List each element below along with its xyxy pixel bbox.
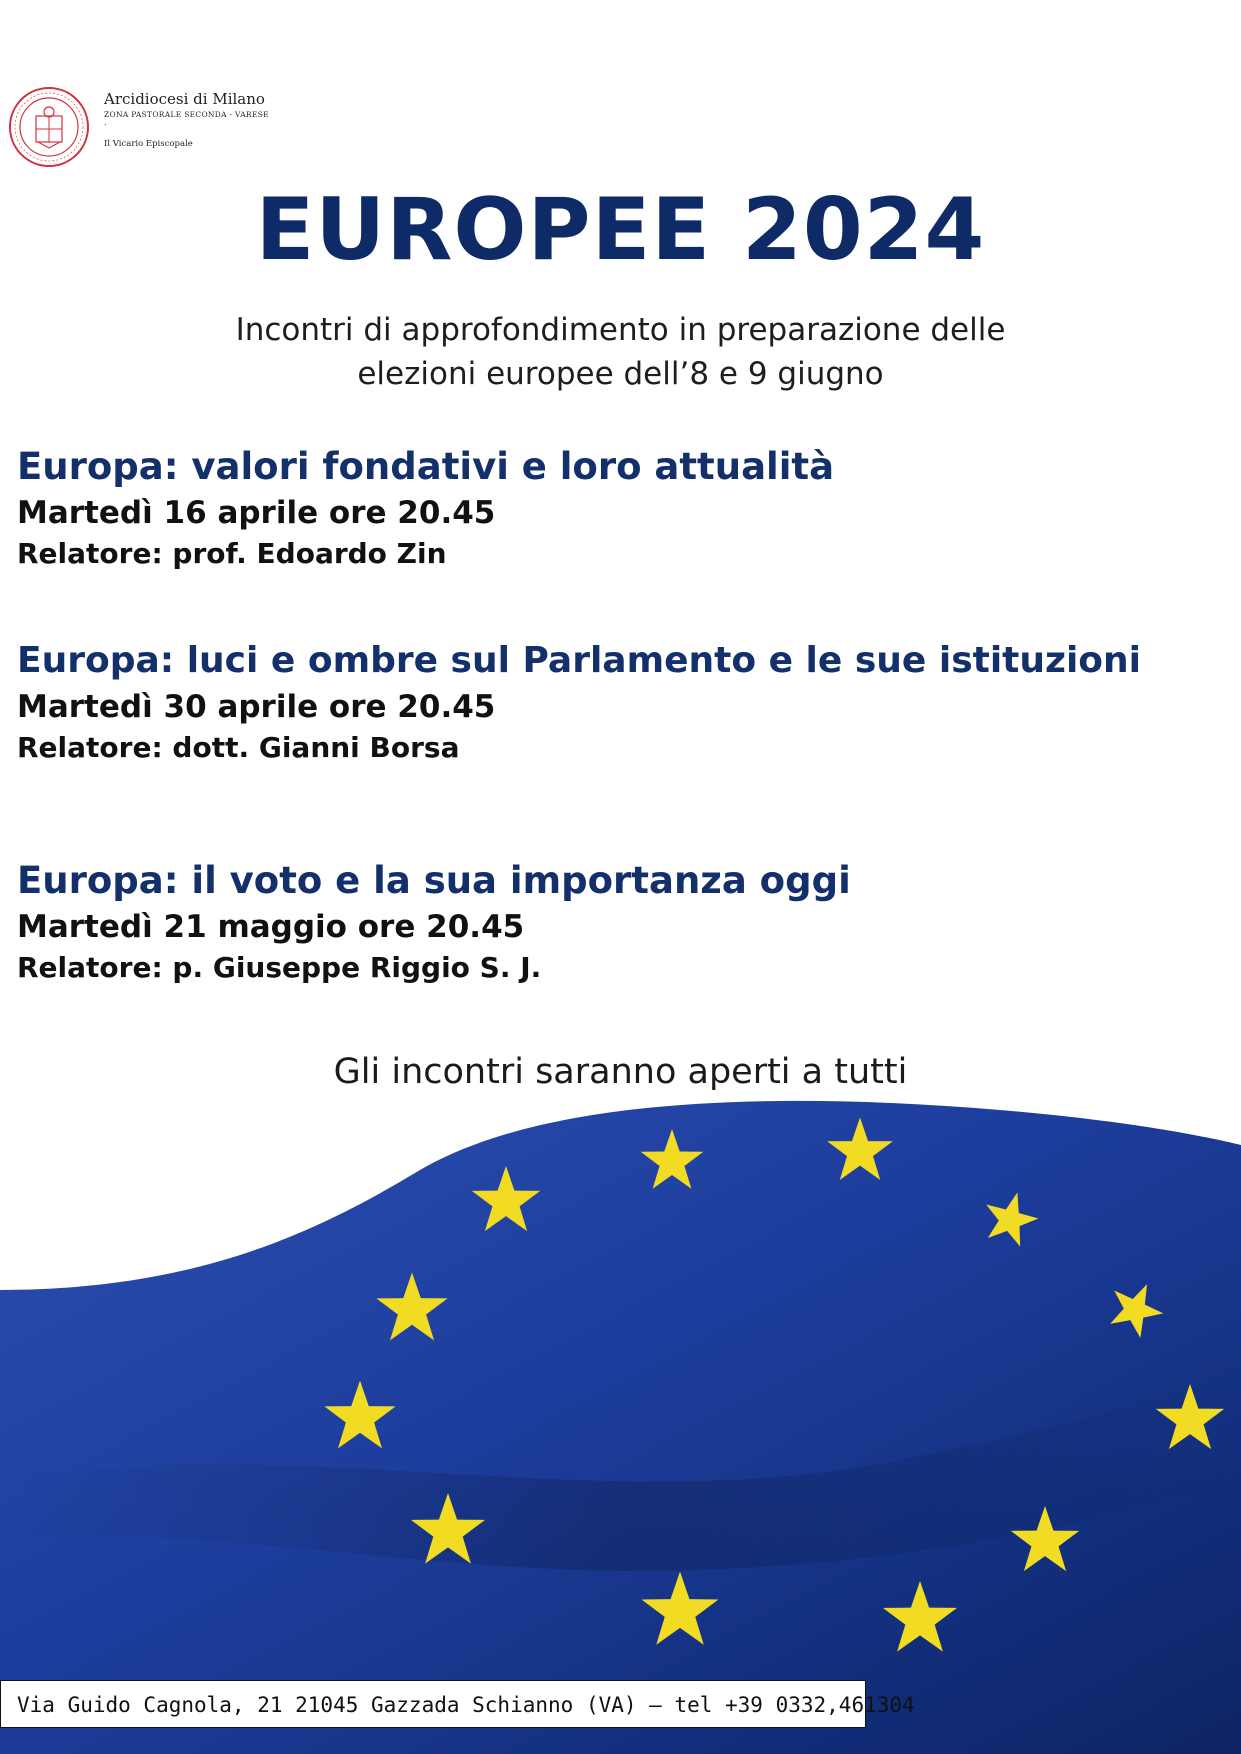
organization-name: Arcidiocesi di Milano: [104, 90, 265, 108]
event-speaker: Relatore: dott. Gianni Borsa: [17, 731, 460, 764]
subtitle-line-2: elezioni europee dell’8 e 9 giugno: [357, 356, 884, 392]
archdiocese-seal-icon: [8, 86, 90, 168]
eu-flag-image: [0, 1100, 1241, 1754]
event-3: [17, 858, 851, 988]
event-title: Europa: valori fondativi e loro attualità: [17, 445, 835, 488]
organization-block: [104, 90, 269, 149]
page-title: EUROPEE 2024: [255, 180, 986, 280]
event-date: Martedì 16 aprile ore 20.45: [17, 495, 496, 531]
subtitle: [0, 308, 1241, 396]
header: [8, 86, 308, 176]
event-date: Martedì 21 maggio ore 20.45: [17, 909, 525, 945]
event-1: [17, 444, 834, 574]
event-title: Europa: luci e ombre sul Parlamento e le sue istituzioni: [17, 640, 1141, 681]
open-to-all-note: Gli incontri saranno aperti a tutti: [333, 1052, 908, 1092]
event-speaker: Relatore: prof. Edoardo Zin: [17, 537, 447, 570]
event-speaker: Relatore: p. Giuseppe Riggio S. J.: [17, 951, 542, 984]
event-title: Europa: il voto e la sua importanza oggi: [17, 859, 851, 902]
address-footer: Via Guido Cagnola, 21 21045 Gazzada Schianno (VA) – tel +39 0332,461304: [0, 1680, 866, 1728]
event-2: [17, 638, 1141, 768]
pastoral-zone: ZONA PASTORALE SECONDA - VARESE: [104, 110, 269, 119]
separator-dot: .: [104, 118, 107, 127]
event-date: Martedì 30 aprile ore 20.45: [17, 689, 496, 725]
vicar-label: Il Vicario Episcopale: [104, 139, 193, 149]
subtitle-line-1: Incontri di approfondimento in preparazione delle: [235, 312, 1006, 348]
